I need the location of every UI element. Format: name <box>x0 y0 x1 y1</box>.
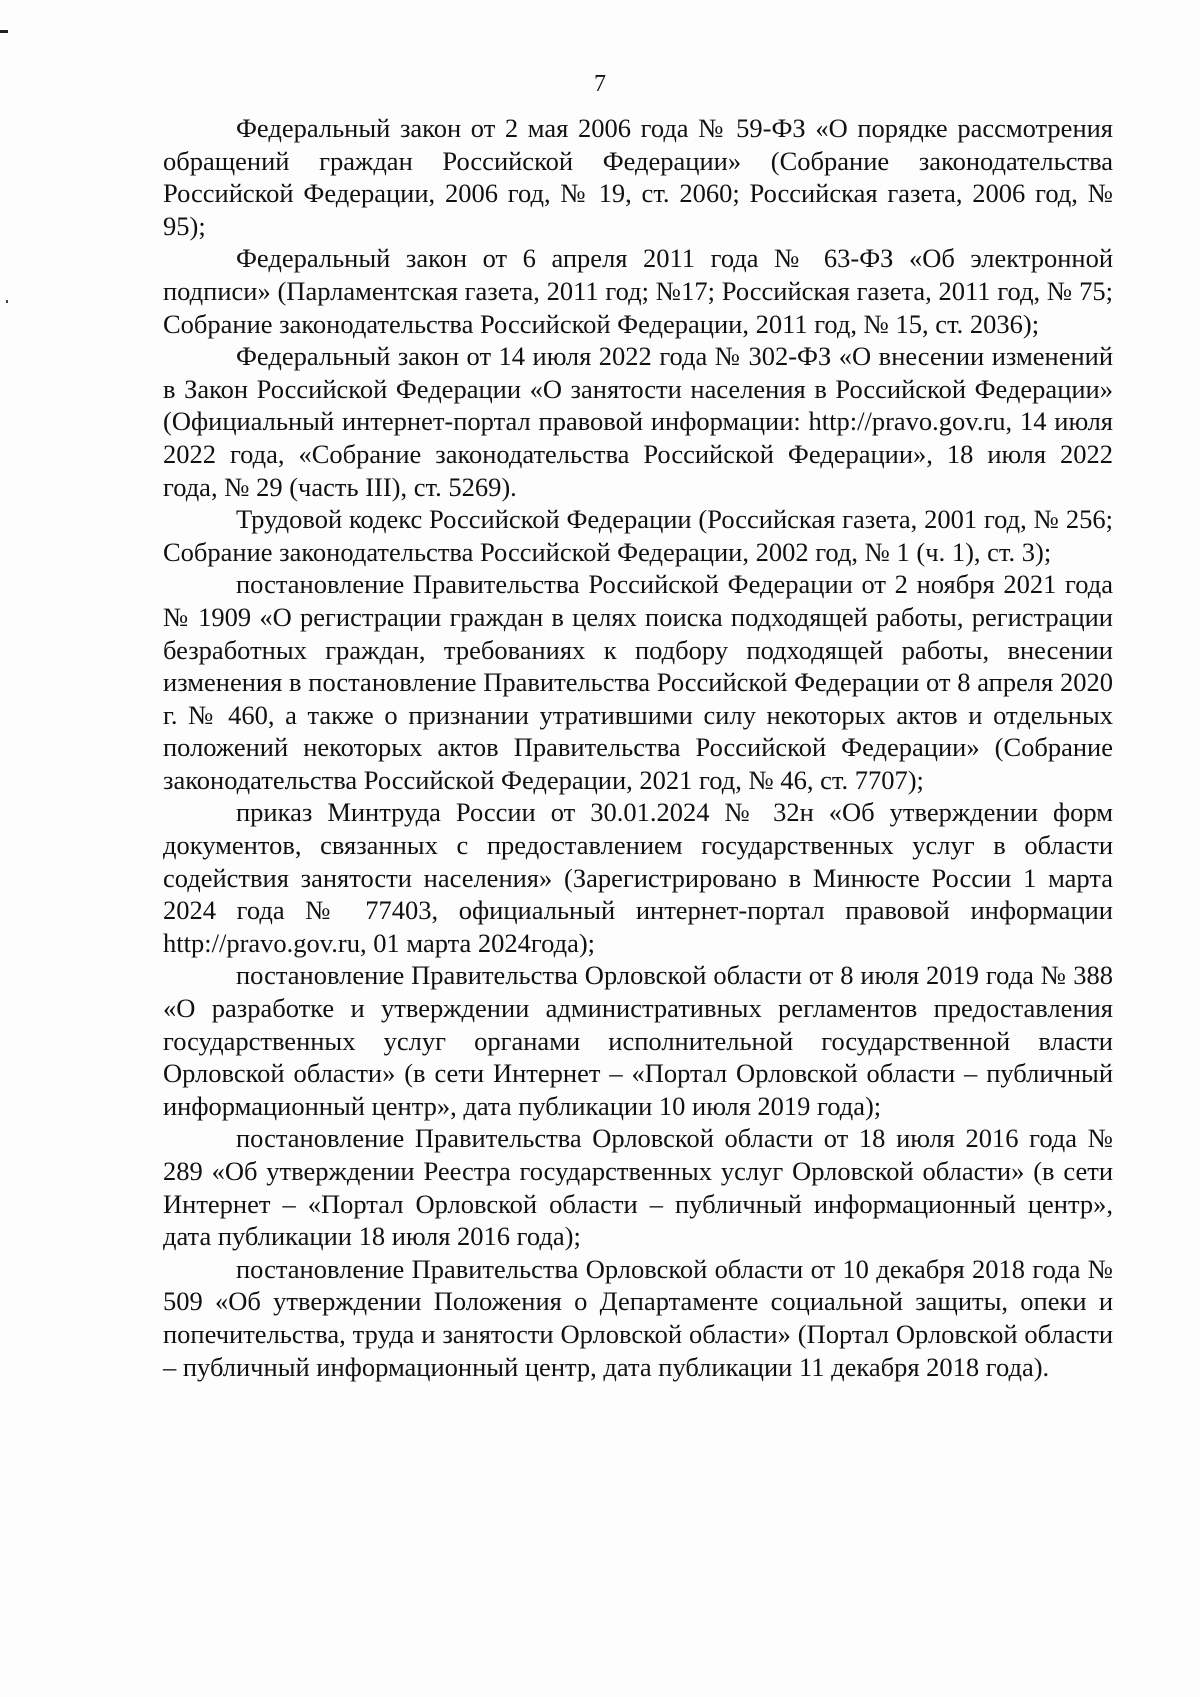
scan-artifact-dot <box>6 300 8 303</box>
paragraph-law-59fz: Федеральный закон от 2 мая 2006 года № 59-ФЗ «О порядке рассмотрения обращений граждан Российской Федерации» (Собрание законодательства Российской Федерации, 2006 год, № 19, ст. 2060; Российская газета, 2006 год, № 95); <box>163 113 1113 241</box>
scan-artifact-mark <box>0 30 8 33</box>
document-body <box>163 112 1113 1383</box>
paragraph-orel-decree-289: постановление Правительства Орловской области от 18 июля 2016 года № 289 «Об утверждении Реестра государственных услуг Орловской области» (в сети Интернет – «Портал Орловской области – публичный информационный центр», дата публикации 18 июля 2016 года); <box>163 1123 1113 1252</box>
paragraph-government-decree-1909: постановление Правительства Российской Федерации от 2 ноября 2021 года № 1909 «О регистрации граждан в целях поиска подходящей работы, регистрации безработных граждан, требованиях к подбору подходящей работы, внесении изменения в постановление Правительства Российской Федерации от 8 апреля 2020 г. № 460, а также о признании утратившими силу некоторых актов и отдельных положений некоторых актов Правительства Российской Федерации» (Собрание законодательства Российской Федерации, 2021 год, № 46, ст. 7707); <box>163 569 1113 795</box>
page-number: 7 <box>594 71 606 97</box>
paragraph-orel-decree-509: постановление Правительства Орловской области от 10 декабря 2018 года № 509 «Об утверждении Положения о Департаменте социальной защиты, опеки и попечительства, труда и занятости Орловской области» (Портал Орловской области – публичный информационный центр, дата публикации 11 декабря 2018 года). <box>163 1253 1113 1382</box>
paragraph-orel-decree-388: постановление Правительства Орловской области от 8 июля 2019 года № 388 «О разработке и утверждении административных регламентов предоставления государственных услуг органами исполнительной государственной власти Орловской области» (в сети Интернет – «Портал Орловской области – публичный информационный центр», дата публикации 10 июля 2019 года); <box>163 960 1113 1121</box>
paragraph-labor-code: Трудовой кодекс Российской Федерации (Российская газета, 2001 год, № 256; Собрание законодательства Российской Федерации, 2002 год, № 1 (ч. 1), ст. 3); <box>163 504 1113 567</box>
paragraph-law-302fz: Федеральный закон от 14 июля 2022 года № 302-ФЗ «О внесении изменений в Закон Российской Федерации «О занятости населения в Российской Федерации» (Официальный интернет-портал правовой информации: http://pravo.gov.ru, 14 июля 2022 года, «Собрание законодательства Российской Федерации», 18 июля 2022 года, № 29 (часть III), ст. 5269). <box>163 341 1113 502</box>
paragraph-mintrud-order-32n: приказ Минтруда России от 30.01.2024 № 32н «Об утверждении форм документов, связанных с предоставлением государственных услуг в области содействия занятости населения» (Зарегистрировано в Минюсте России 1 марта 2024 года № 77403, официальный интернет-портал правовой информации http://pravo.gov.ru, 01 марта 2024года); <box>163 797 1113 958</box>
paragraph-law-63fz: Федеральный закон от 6 апреля 2011 года № 63-ФЗ «Об электронной подписи» (Парламентская газета, 2011 год; №17; Российская газета, 2011 год, № 75; Собрание законодательства Российской Федерации, 2011 год, № 15, ст. 2036); <box>163 243 1113 339</box>
